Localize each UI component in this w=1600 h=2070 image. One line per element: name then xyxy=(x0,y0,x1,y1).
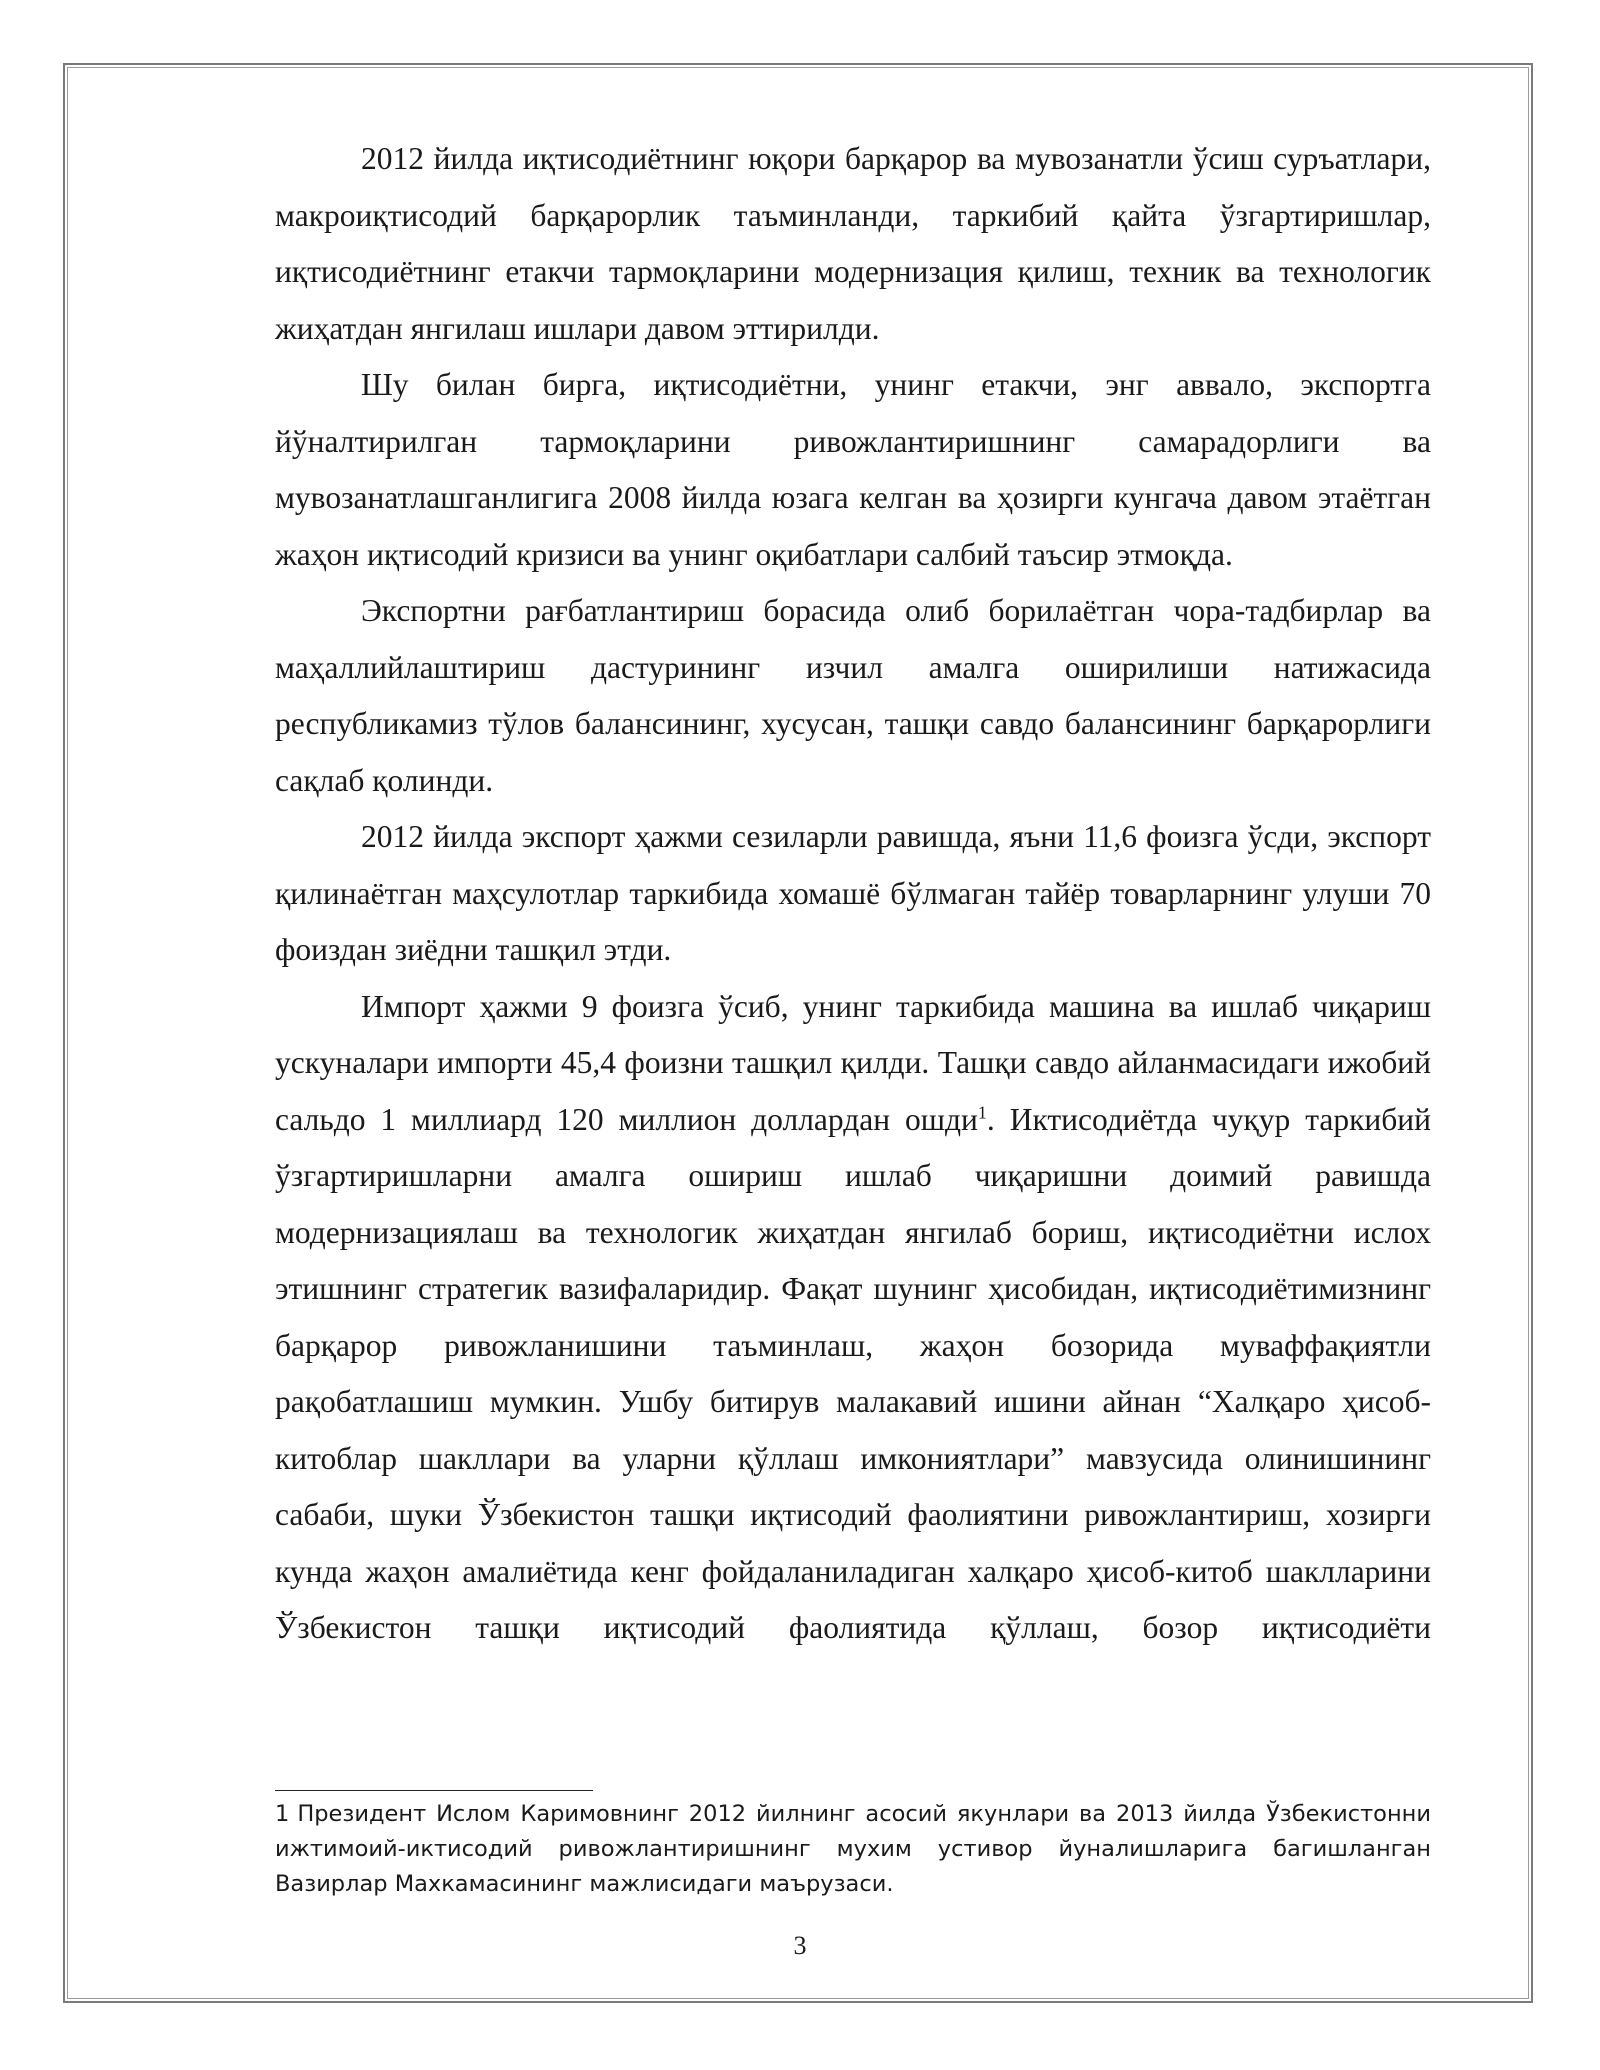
page-number: 3 xyxy=(793,1931,807,1960)
document-body xyxy=(275,131,1431,1657)
paragraph: Экспортни рағбатлантириш борасида олиб борилаётган чора-тадбирлар ва маҳаллийлаштириш дастурининг изчил амалга оширилиши натижасида республикамиз тўлов балансининг, хусусан, ташқи савдо балансининг барқарорлиги сақлаб қолинди. xyxy=(275,593,1431,798)
footnote xyxy=(275,1797,1431,1902)
paragraph-text: . Иктисодиётда чуқур таркибий ўзгартиришларни амалга ошириш ишлаб чиқаришни доимий равишда модернизациялаш ва технологик жиҳатдан янгилаб бориш, иқтисодиётни ислох этишнинг стратегик вазифаларидир. Фақат шунинг ҳисобидан, иқтисодиётимизнинг барқарор ривожланишини таъминлаш, жаҳон бозорида муваффақиятли рақобатлашиш мумкин. Ушбу битирув малакавий ишини айнан “Халқаро ҳисоб-китоблар шакллари ва уларни қўллаш имкониятлари” мавзусида олинишининг сабаби, шуки Ўзбекистон ташқи иқтисодий фаолиятини ривожлантириш, хозирги кунда жаҳон амалиётида кенг фойдаланиладиган халқаро ҳисоб-китоб шаклларини Ўзбекистон ташқи иқтисодий фаолиятида қўллаш, бозор иқтисодиёти xyxy=(275,1101,1431,1645)
footnote-number: 1 xyxy=(275,1801,290,1827)
footnote-reference[interactable]: 1 xyxy=(977,1102,987,1122)
paragraph: 2012 йилда экспорт ҳажми сезиларли равишда, яъни 11,6 фоизга ўсди, экспорт қилинаётган маҳсулотлар таркибида хомашё бўлмаган тайёр товарларнинг улуши 70 фоиздан зиёдни ташқил этди. xyxy=(275,819,1431,967)
paragraph-text: Импорт ҳажми 9 фоизга ўсиб, унинг таркибида машина ва ишлаб чиқариш ускуналари импорти 45,4 фоизни ташқил қилди. Ташқи савдо айланмасидаги ижобий сальдо 1 миллиард 120 миллион доллардан ошди xyxy=(275,988,1431,1137)
footnote-separator xyxy=(275,1790,593,1791)
footnote-text: Президент Ислом Каримовнинг 2012 йилнинг асосий якунлари ва 2013 йилда Ўзбекистонни ижтимоий-иктисодий ривожлантиришнинг мухим устивор йуналишларига багишланган Вазирлар Махкамасининг мажлисидаги маърузаси. xyxy=(275,1801,1431,1897)
paragraph: Шу билан бирга, иқтисодиётни, унинг етакчи, энг аввало, экспортга йўналтирилган тармоқларини ривожлантиришнинг самарадорлиги ва мувозанатлашганлигига 2008 йилда юзага келган ва ҳозирги кунгача давом этаётган жаҳон иқтисодий кризиси ва унинг оқибатлари салбий таъсир этмоқда. xyxy=(275,367,1431,572)
paragraph xyxy=(275,979,1431,1657)
paragraph: 2012 йилда иқтисодиётнинг юқори барқарор ва мувозанатли ўсиш суръатлари, макроиқтисодий барқарорлик таъминланди, таркибий қайта ўзгартиришлар, иқтисодиётнинг етакчи тармоқларини модернизация қилиш, техник ва технологик жиҳатдан янгилаш ишлари давом эттирилди. xyxy=(275,141,1431,346)
